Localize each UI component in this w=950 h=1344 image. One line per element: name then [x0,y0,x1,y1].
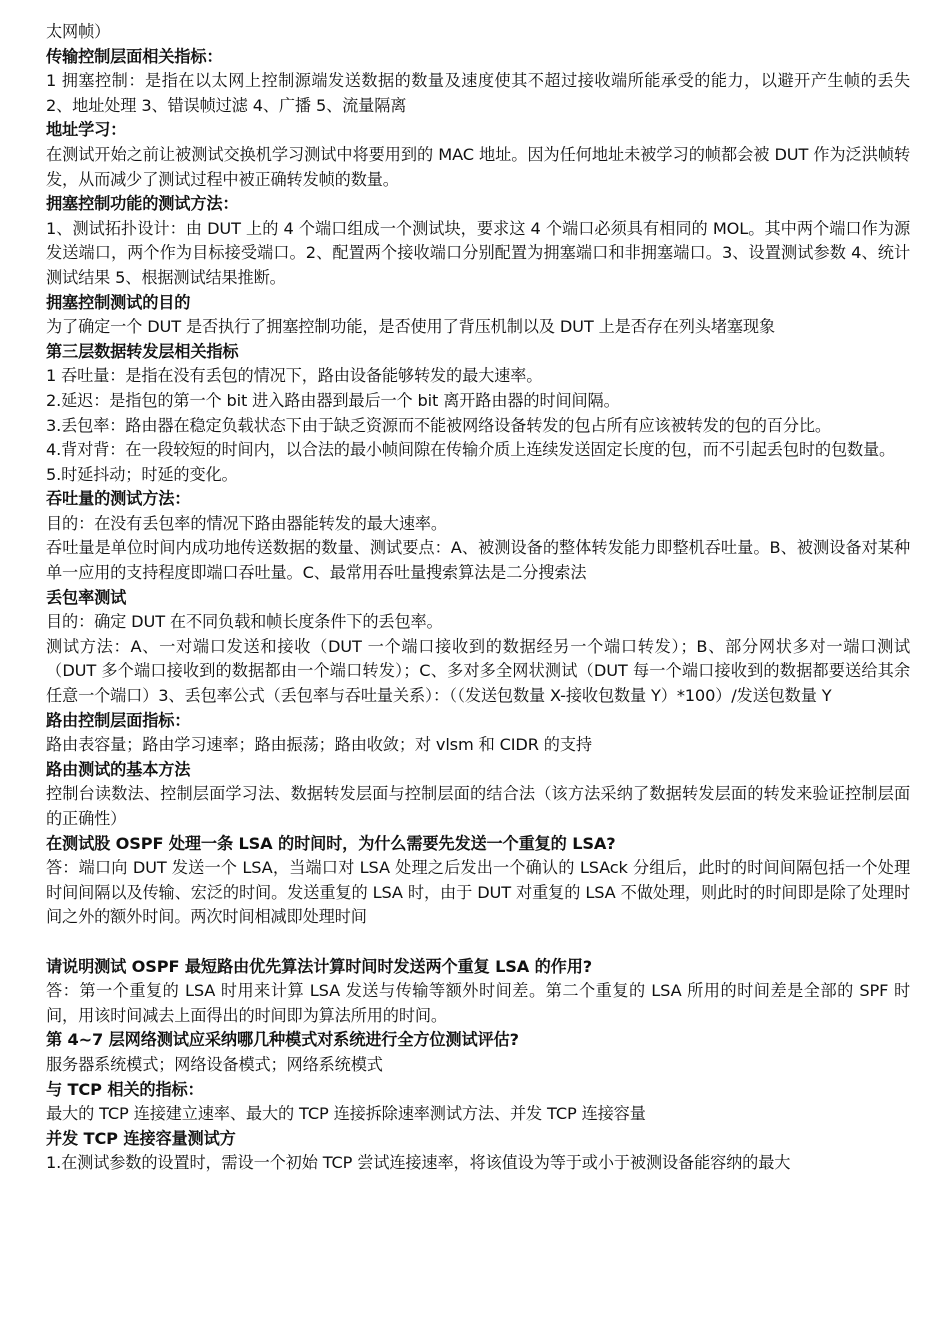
paragraph: 1.在测试参数的设置时，需设一个初始 TCP 尝试连接速率，将该值设为等于或小于被测设备能容纳的最大 [46,1153,791,1173]
paragraph: 路由表容量；路由学习速率；路由振荡；路由收敛；对 vlsm 和 CIDR 的支持 [46,735,592,755]
document-page [46,20,910,1176]
section-heading: 拥塞控制测试的目的 [46,292,191,312]
paragraph: 答：第一个重复的 LSA 时用来计算 LSA 发送与传输等额外时间差。第二个重复的 LSA 所用的时间差是全部的 SPF 时间，用该时间减去上面得出的时间即为算法所用的时间。 [46,981,910,1025]
paragraph: 5.时延抖动；时延的变化。 [46,464,238,484]
paragraph: 控制台读数法、控制层面学习法、数据转发层面与控制层面的结合法（该方法采纳了数据转发层面的转发来验证控制层面的正确性） [46,784,910,828]
paragraph: 测试方法：A、一对端口发送和接收（DUT 一个端口接收到的数据经另一个端口转发）；B、部分网状多对一端口测试（DUT 多个端口接收到的数据都由一个端口转发）；C、多对多全网状测试（DUT 每一个端口接收到的数据都要送给其余任意一个端口）3、丢包率公式（丢包率与吞吐量关系）：（（发送包数量 X-接收包数量 Y）*100）/发送包数量 Y [46,636,910,706]
paragraph: 1 拥塞控制：是指在以太网上控制源端发送数据的数量及速度使其不超过接收端所能承受的能力，以避开产生帧的丢失 2、地址处理 3、错误帧过滤 4、广播 5、流量隔离 [46,71,910,115]
section-heading: 地址学习： [46,120,127,140]
section-heading: 请说明测试 OSPF 最短路由优先算法计算时间时发送两个重复 LSA 的作用? [46,956,592,976]
paragraph: 吞吐量是单位时间内成功地传送数据的数量、测试要点：A、被测设备的整体转发能力即整机吞吐量。B、被测设备对某种单一应用的支持程度即端口吞吐量。C、最常用吞吐量搜索算法是二分搜索法 [46,538,910,583]
paragraph: 服务器系统模式；网络设备模式；网络系统模式 [46,1054,383,1074]
paragraph: 3.丢包率：路由器在稳定负载状态下由于缺乏资源而不能被网络设备转发的包占所有应该被转发的包的百分比。 [46,415,831,435]
section-heading: 路由测试的基本方法 [46,759,191,779]
section-heading: 并发 TCP 连接容量测试方 [46,1128,236,1148]
section-heading: 传输控制层面相关指标： [46,46,223,66]
section-heading: 拥塞控制功能的测试方法： [46,194,239,214]
section-heading: 路由控制层面指标： [46,710,191,730]
section-heading: 与 TCP 相关的指标： [46,1079,204,1099]
section-heading: 在测试股 OSPF 处理一条 LSA 的时间时，为什么需要先发送一个重复的 LSA? [46,833,616,853]
blank-line [46,930,910,955]
section-heading: 丢包率测试 [46,587,127,607]
section-heading: 第三层数据转发层相关指标 [46,341,239,361]
section-heading: 第 4~7 层网络测试应采纳哪几种模式对系统进行全方位测试评估? [46,1030,519,1050]
paragraph: 1 吞吐量：是指在没有丢包的情况下，路由设备能够转发的最大速率。 [46,366,543,386]
paragraph: 为了确定一个 DUT 是否执行了拥塞控制功能，是否使用了背压机制以及 DUT 上是否存在列头堵塞现象 [46,317,775,337]
section-heading: 吞吐量的测试方法： [46,489,191,509]
paragraph: 4.背对背：在一段较短的时间内，以合法的最小帧间隙在传输介质上连续发送固定长度的包，而不引起丢包时的包数量。 [46,440,896,460]
paragraph: 答：端口向 DUT 发送一个 LSA，当端口对 LSA 处理之后发出一个确认的 LSAck 分组后，此时的时间间隔包括一个处理时间间隔以及传输、宏泛的时间。发送重复的 LSA 时，由于 DUT 对重复的 LSA 不做处理，则此时的时间即是除了处理时间之外的额外时间。两次时间相减即处理时间 [46,858,910,927]
paragraph: 最大的 TCP 连接建立速率、最大的 TCP 连接拆除速率测试方法、并发 TCP 连接容量 [46,1104,646,1124]
paragraph: 目的：在没有丢包率的情况下路由器能转发的最大速率。 [46,513,447,533]
paragraph: 2.延迟：是指包的第一个 bit 进入路由器到最后一个 bit 离开路由器的时间间隔。 [46,390,620,410]
paragraph: 目的：确定 DUT 在不同负载和帧长度条件下的丢包率。 [46,612,443,632]
paragraph: 太网帧） [46,22,111,41]
paragraph: 1、测试拓扑设计：由 DUT 上的 4 个端口组成一个测试块，要求这 4 个端口必须具有相同的 MOL。其中两个端口作为源发送端口，两个作为目标接受端口。2、配置两个接收端口分别配置为拥塞端口和非拥塞端口。3、设置测试参数 4、统计测试结果 5、根据测试结果推断。 [46,218,910,287]
paragraph: 在测试开始之前让被测试交换机学习测试中将要用到的 MAC 地址。因为任何地址未被学习的帧都会被 DUT 作为泛洪帧转发，从而减少了测试过程中被正确转发帧的数量。 [46,144,910,189]
